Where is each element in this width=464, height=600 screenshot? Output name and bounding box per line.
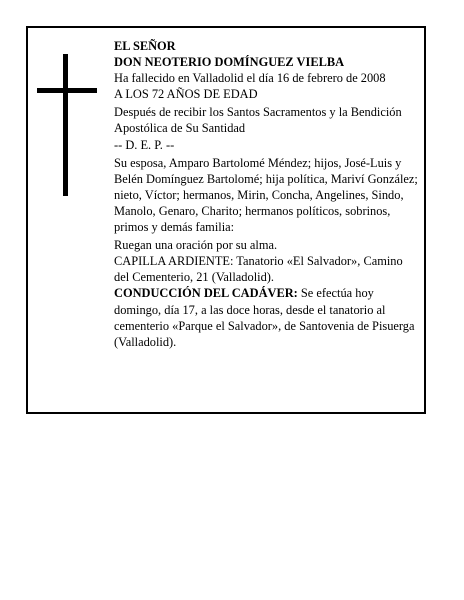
age-line: A LOS 72 AÑOS DE EDAD (114, 87, 258, 102)
death-line: Ha fallecido en Valladolid el día 16 de febrero de 2008 (114, 71, 386, 86)
cross-horizontal-bar (37, 88, 97, 93)
sacraments-line: Después de recibir los Santos Sacramentos y la Bendición Apostólica de Su Santidad (114, 105, 402, 136)
cross-vertical-bar (63, 54, 68, 196)
obituary-text (114, 38, 418, 350)
prayer-line: Ruegan una oración por su alma. (114, 238, 278, 253)
conduction-label: CONDUCCIÓN DEL CADÁVER: (114, 286, 298, 301)
title-line-1: EL SEÑOR (114, 39, 176, 53)
conduction-paragraph (114, 285, 418, 349)
chapel-line: CAPILLA ARDIENTE: Tanatorio «El Salvador», Camino del Cementerio, 21 (Valladolid). (114, 254, 403, 285)
rip-line: -- D. E. P. -- (114, 137, 175, 152)
deceased-name: DON NEOTERIO DOMÍNGUEZ VIELBA (114, 55, 345, 70)
family-line: Su esposa, Amparo Bartolomé Méndez; hijos, José-Luis y Belén Domínguez Bartolomé; hija política, Mariví González; nieto, Víctor; hermanos, Mirin, Concha, Angelines, Sindo, Manolo, Genaro, Charito; hermanos políticos, sobrinos, primos y demás familia: (114, 155, 418, 235)
conduction-text: Se efectúa hoy domingo, día 17, a las doce horas, desde el tanatorio al cementerio «Parque el Salvador», de Santovenia de Pisuerga (Valladolid). (114, 286, 415, 349)
cross-icon (37, 54, 97, 196)
